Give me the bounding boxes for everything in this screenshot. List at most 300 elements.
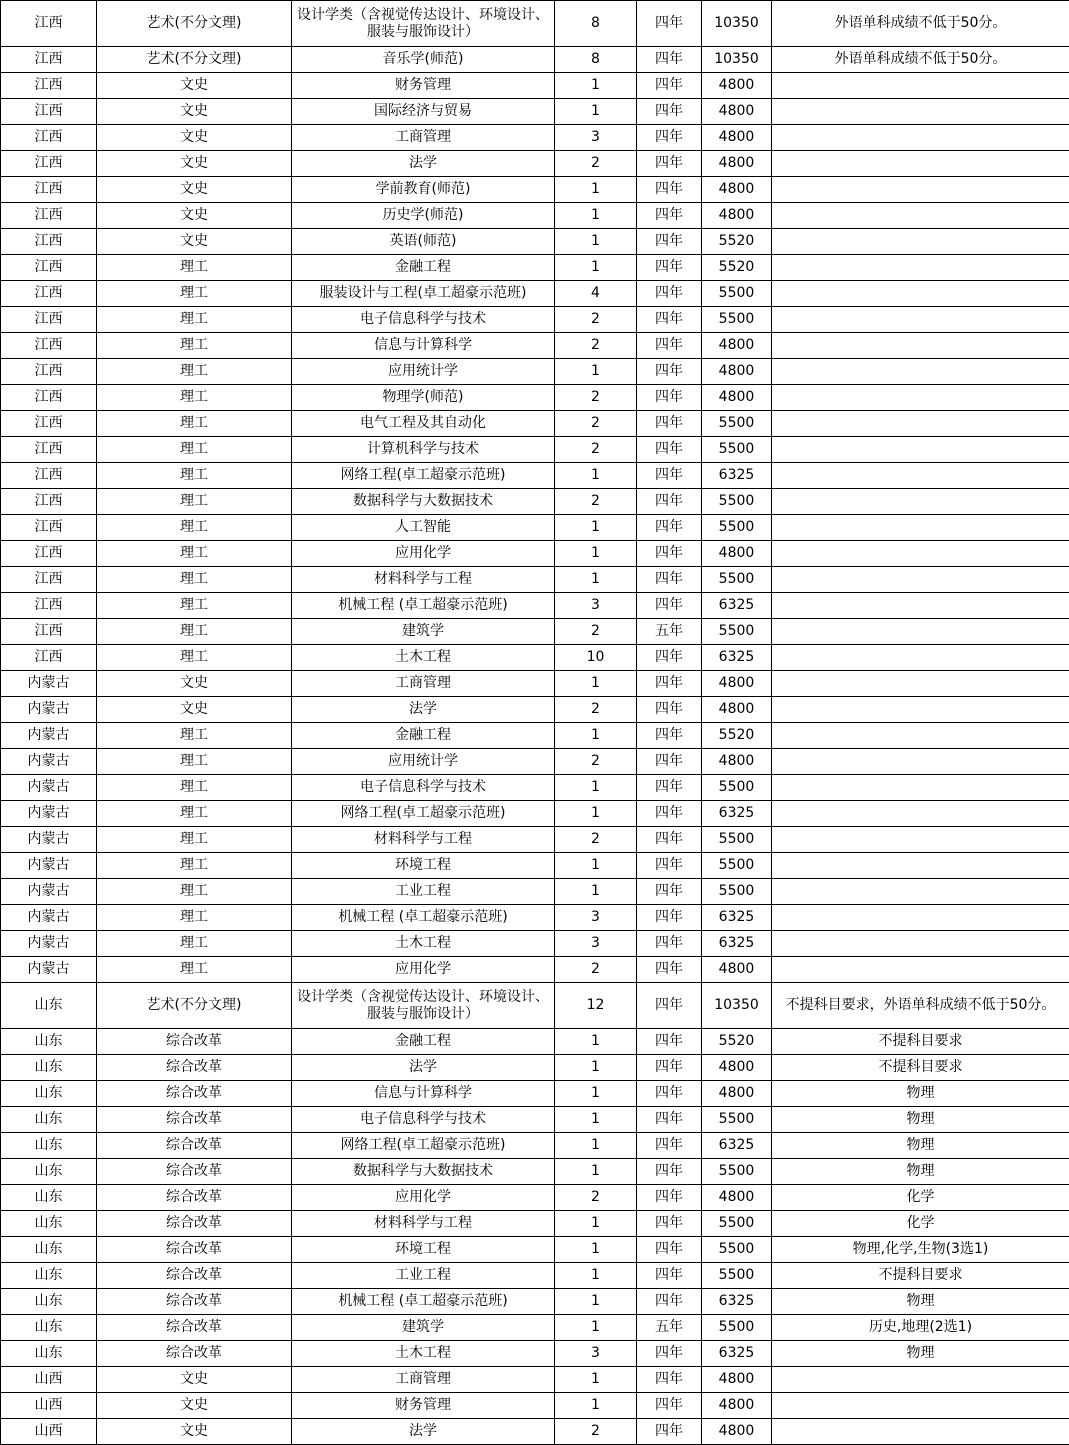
note-cell: [772, 1393, 1069, 1419]
province-cell: 山西: [1, 1367, 97, 1393]
category-cell: 文史: [97, 99, 292, 125]
category-cell: 理工: [97, 567, 292, 593]
table-row: [1, 1315, 1069, 1341]
plan-count-cell: 2: [555, 697, 637, 723]
duration-cell: 四年: [637, 1055, 702, 1081]
duration-cell: 四年: [637, 593, 702, 619]
plan-count-cell: 2: [555, 411, 637, 437]
tuition-cell: 6325: [702, 463, 772, 489]
duration-cell: 四年: [637, 1029, 702, 1055]
plan-count-cell: 1: [555, 1315, 637, 1341]
plan-count-cell: 2: [555, 957, 637, 983]
table-row: [1, 1081, 1069, 1107]
major-cell: 学前教育(师范): [292, 177, 555, 203]
note-cell: [772, 957, 1069, 983]
major-cell: 设计学类（含视觉传达设计、环境设计、服装与服饰设计）: [292, 1, 555, 47]
province-cell: 山东: [1, 1055, 97, 1081]
note-cell: 外语单科成绩不低于50分。: [772, 47, 1069, 73]
major-cell: 应用统计学: [292, 359, 555, 385]
table-row: [1, 1, 1069, 47]
tuition-cell: 5500: [702, 489, 772, 515]
duration-cell: 四年: [637, 515, 702, 541]
note-cell: [772, 203, 1069, 229]
major-cell: 信息与计算科学: [292, 333, 555, 359]
duration-cell: 四年: [637, 567, 702, 593]
duration-cell: 四年: [637, 1133, 702, 1159]
tuition-cell: 5500: [702, 515, 772, 541]
table-row: [1, 151, 1069, 177]
category-cell: 文史: [97, 671, 292, 697]
table-row: [1, 905, 1069, 931]
category-cell: 理工: [97, 905, 292, 931]
duration-cell: 四年: [637, 645, 702, 671]
duration-cell: 四年: [637, 853, 702, 879]
note-cell: [772, 619, 1069, 645]
major-cell: 电子信息科学与技术: [292, 1107, 555, 1133]
note-cell: [772, 437, 1069, 463]
table-row: [1, 645, 1069, 671]
category-cell: 综合改革: [97, 1133, 292, 1159]
major-cell: 土木工程: [292, 931, 555, 957]
table-row: [1, 99, 1069, 125]
tuition-cell: 10350: [702, 47, 772, 73]
tuition-cell: 4800: [702, 697, 772, 723]
plan-count-cell: 3: [555, 593, 637, 619]
tuition-cell: 5500: [702, 827, 772, 853]
table-row: [1, 385, 1069, 411]
duration-cell: 四年: [637, 99, 702, 125]
province-cell: 山东: [1, 1107, 97, 1133]
major-cell: 计算机科学与技术: [292, 437, 555, 463]
note-cell: 物理: [772, 1289, 1069, 1315]
table-row: [1, 775, 1069, 801]
category-cell: 理工: [97, 931, 292, 957]
duration-cell: 四年: [637, 437, 702, 463]
major-cell: 土木工程: [292, 1341, 555, 1367]
plan-count-cell: 1: [555, 879, 637, 905]
category-cell: 综合改革: [97, 1263, 292, 1289]
table-row: [1, 125, 1069, 151]
category-cell: 文史: [97, 73, 292, 99]
plan-count-cell: 1: [555, 73, 637, 99]
major-cell: 网络工程(卓工超豪示范班): [292, 1133, 555, 1159]
duration-cell: 四年: [637, 671, 702, 697]
category-cell: 理工: [97, 411, 292, 437]
plan-count-cell: 1: [555, 1211, 637, 1237]
note-cell: [772, 385, 1069, 411]
tuition-cell: 6325: [702, 905, 772, 931]
note-cell: 化学: [772, 1211, 1069, 1237]
note-cell: [772, 1419, 1069, 1445]
table-row: [1, 333, 1069, 359]
tuition-cell: 4800: [702, 1185, 772, 1211]
plan-count-cell: 3: [555, 1341, 637, 1367]
category-cell: 文史: [97, 229, 292, 255]
note-cell: 不提科目要求: [772, 1263, 1069, 1289]
plan-count-cell: 2: [555, 437, 637, 463]
category-cell: 理工: [97, 645, 292, 671]
plan-count-cell: 2: [555, 1419, 637, 1445]
table-row: [1, 801, 1069, 827]
duration-cell: 四年: [637, 1419, 702, 1445]
tuition-cell: 5500: [702, 775, 772, 801]
duration-cell: 四年: [637, 1211, 702, 1237]
tuition-cell: 5520: [702, 255, 772, 281]
duration-cell: 四年: [637, 723, 702, 749]
province-cell: 江西: [1, 541, 97, 567]
table-row: [1, 489, 1069, 515]
province-cell: 内蒙古: [1, 697, 97, 723]
major-cell: 法学: [292, 1055, 555, 1081]
major-cell: 金融工程: [292, 723, 555, 749]
plan-count-cell: 2: [555, 619, 637, 645]
category-cell: 综合改革: [97, 1029, 292, 1055]
category-cell: 综合改革: [97, 1211, 292, 1237]
table-row: [1, 437, 1069, 463]
table-row: [1, 255, 1069, 281]
category-cell: 文史: [97, 177, 292, 203]
note-cell: [772, 229, 1069, 255]
duration-cell: 四年: [637, 307, 702, 333]
plan-count-cell: 4: [555, 281, 637, 307]
note-cell: [772, 593, 1069, 619]
note-cell: [772, 775, 1069, 801]
plan-count-cell: 1: [555, 515, 637, 541]
duration-cell: 四年: [637, 1341, 702, 1367]
province-cell: 山东: [1, 983, 97, 1029]
tuition-cell: 4800: [702, 203, 772, 229]
major-cell: 应用统计学: [292, 749, 555, 775]
note-cell: [772, 567, 1069, 593]
table-body: [1, 1, 1069, 1445]
category-cell: 文史: [97, 697, 292, 723]
note-cell: [772, 177, 1069, 203]
duration-cell: 四年: [637, 697, 702, 723]
tuition-cell: 6325: [702, 645, 772, 671]
note-cell: [772, 827, 1069, 853]
duration-cell: 四年: [637, 775, 702, 801]
category-cell: 文史: [97, 151, 292, 177]
category-cell: 理工: [97, 307, 292, 333]
province-cell: 内蒙古: [1, 879, 97, 905]
major-cell: 机械工程 (卓工超豪示范班): [292, 593, 555, 619]
category-cell: 理工: [97, 619, 292, 645]
plan-count-cell: 3: [555, 905, 637, 931]
category-cell: 理工: [97, 255, 292, 281]
duration-cell: 五年: [637, 1315, 702, 1341]
plan-count-cell: 2: [555, 307, 637, 333]
major-cell: 工商管理: [292, 671, 555, 697]
category-cell: 理工: [97, 853, 292, 879]
tuition-cell: 4800: [702, 1055, 772, 1081]
plan-count-cell: 1: [555, 359, 637, 385]
major-cell: 电子信息科学与技术: [292, 307, 555, 333]
major-cell: 物理学(师范): [292, 385, 555, 411]
category-cell: 理工: [97, 827, 292, 853]
tuition-cell: 6325: [702, 801, 772, 827]
major-cell: 财务管理: [292, 73, 555, 99]
category-cell: 综合改革: [97, 1315, 292, 1341]
duration-cell: 五年: [637, 619, 702, 645]
major-cell: 机械工程 (卓工超豪示范班): [292, 905, 555, 931]
note-cell: 历史,地理(2选1): [772, 1315, 1069, 1341]
duration-cell: 四年: [637, 463, 702, 489]
table-row: [1, 1107, 1069, 1133]
province-cell: 江西: [1, 333, 97, 359]
plan-count-cell: 2: [555, 151, 637, 177]
duration-cell: 四年: [637, 359, 702, 385]
major-cell: 服装设计与工程(卓工超豪示范班): [292, 281, 555, 307]
major-cell: 建筑学: [292, 1315, 555, 1341]
note-cell: 物理: [772, 1081, 1069, 1107]
province-cell: 江西: [1, 411, 97, 437]
note-cell: [772, 411, 1069, 437]
note-cell: 物理: [772, 1341, 1069, 1367]
major-cell: 人工智能: [292, 515, 555, 541]
table-row: [1, 1029, 1069, 1055]
province-cell: 江西: [1, 1, 97, 47]
major-cell: 材料科学与工程: [292, 1211, 555, 1237]
tuition-cell: 5500: [702, 1263, 772, 1289]
province-cell: 江西: [1, 307, 97, 333]
category-cell: 综合改革: [97, 1159, 292, 1185]
plan-count-cell: 1: [555, 1367, 637, 1393]
table-row: [1, 723, 1069, 749]
duration-cell: 四年: [637, 411, 702, 437]
category-cell: 文史: [97, 125, 292, 151]
duration-cell: 四年: [637, 1107, 702, 1133]
plan-count-cell: 1: [555, 1081, 637, 1107]
table-row: [1, 359, 1069, 385]
tuition-cell: 4800: [702, 125, 772, 151]
category-cell: 理工: [97, 801, 292, 827]
category-cell: 综合改革: [97, 1341, 292, 1367]
province-cell: 内蒙古: [1, 957, 97, 983]
duration-cell: 四年: [637, 177, 702, 203]
plan-count-cell: 2: [555, 827, 637, 853]
category-cell: 艺术(不分文理): [97, 983, 292, 1029]
tuition-cell: 10350: [702, 983, 772, 1029]
table-row: [1, 1341, 1069, 1367]
note-cell: [772, 1367, 1069, 1393]
table-row: [1, 1289, 1069, 1315]
table-row: [1, 671, 1069, 697]
category-cell: 文史: [97, 1393, 292, 1419]
tuition-cell: 4800: [702, 1393, 772, 1419]
province-cell: 内蒙古: [1, 801, 97, 827]
province-cell: 江西: [1, 593, 97, 619]
category-cell: 理工: [97, 437, 292, 463]
duration-cell: 四年: [637, 281, 702, 307]
table-row: [1, 1055, 1069, 1081]
note-cell: [772, 125, 1069, 151]
tuition-cell: 6325: [702, 1133, 772, 1159]
province-cell: 江西: [1, 203, 97, 229]
note-cell: [772, 281, 1069, 307]
plan-count-cell: 1: [555, 567, 637, 593]
table-row: [1, 463, 1069, 489]
plan-count-cell: 1: [555, 1289, 637, 1315]
major-cell: 设计学类（含视觉传达设计、环境设计、服装与服饰设计）: [292, 983, 555, 1029]
major-cell: 土木工程: [292, 645, 555, 671]
table-row: [1, 827, 1069, 853]
major-cell: 历史学(师范): [292, 203, 555, 229]
province-cell: 江西: [1, 229, 97, 255]
note-cell: [772, 723, 1069, 749]
duration-cell: 四年: [637, 333, 702, 359]
major-cell: 电气工程及其自动化: [292, 411, 555, 437]
plan-count-cell: 2: [555, 749, 637, 775]
province-cell: 江西: [1, 281, 97, 307]
duration-cell: 四年: [637, 1237, 702, 1263]
duration-cell: 四年: [637, 827, 702, 853]
tuition-cell: 4800: [702, 957, 772, 983]
tuition-cell: 4800: [702, 359, 772, 385]
duration-cell: 四年: [637, 957, 702, 983]
province-cell: 江西: [1, 177, 97, 203]
province-cell: 山西: [1, 1393, 97, 1419]
duration-cell: 四年: [637, 125, 702, 151]
duration-cell: 四年: [637, 229, 702, 255]
tuition-cell: 4800: [702, 151, 772, 177]
category-cell: 文史: [97, 1419, 292, 1445]
table-row: [1, 1393, 1069, 1419]
note-cell: 物理: [772, 1107, 1069, 1133]
tuition-cell: 4800: [702, 1367, 772, 1393]
province-cell: 山东: [1, 1263, 97, 1289]
table-row: [1, 1159, 1069, 1185]
major-cell: 数据科学与大数据技术: [292, 489, 555, 515]
duration-cell: 四年: [637, 541, 702, 567]
major-cell: 工商管理: [292, 125, 555, 151]
tuition-cell: 5500: [702, 1315, 772, 1341]
major-cell: 音乐学(师范): [292, 47, 555, 73]
major-cell: 应用化学: [292, 1185, 555, 1211]
major-cell: 工商管理: [292, 1367, 555, 1393]
category-cell: 综合改革: [97, 1237, 292, 1263]
province-cell: 江西: [1, 489, 97, 515]
province-cell: 山东: [1, 1341, 97, 1367]
plan-count-cell: 1: [555, 229, 637, 255]
plan-count-cell: 1: [555, 255, 637, 281]
note-cell: [772, 333, 1069, 359]
province-cell: 内蒙古: [1, 671, 97, 697]
tuition-cell: 4800: [702, 385, 772, 411]
table-row: [1, 1367, 1069, 1393]
duration-cell: 四年: [637, 801, 702, 827]
category-cell: 理工: [97, 541, 292, 567]
duration-cell: 四年: [637, 255, 702, 281]
category-cell: 理工: [97, 359, 292, 385]
category-cell: 理工: [97, 333, 292, 359]
province-cell: 内蒙古: [1, 749, 97, 775]
note-cell: [772, 99, 1069, 125]
plan-count-cell: 1: [555, 463, 637, 489]
table-row: [1, 177, 1069, 203]
table-row: [1, 307, 1069, 333]
province-cell: 山东: [1, 1237, 97, 1263]
tuition-cell: 5500: [702, 1237, 772, 1263]
plan-count-cell: 3: [555, 931, 637, 957]
province-cell: 江西: [1, 47, 97, 73]
major-cell: 环境工程: [292, 853, 555, 879]
province-cell: 江西: [1, 619, 97, 645]
plan-count-cell: 8: [555, 47, 637, 73]
tuition-cell: 4800: [702, 671, 772, 697]
major-cell: 金融工程: [292, 1029, 555, 1055]
tuition-cell: 6325: [702, 931, 772, 957]
table-row: [1, 1211, 1069, 1237]
category-cell: 理工: [97, 385, 292, 411]
table-row: [1, 879, 1069, 905]
province-cell: 内蒙古: [1, 905, 97, 931]
plan-count-cell: 2: [555, 489, 637, 515]
plan-count-cell: 1: [555, 1029, 637, 1055]
tuition-cell: 6325: [702, 1289, 772, 1315]
plan-count-cell: 1: [555, 1055, 637, 1081]
duration-cell: 四年: [637, 1185, 702, 1211]
tuition-cell: 5520: [702, 723, 772, 749]
note-cell: [772, 931, 1069, 957]
major-cell: 工业工程: [292, 1263, 555, 1289]
province-cell: 山东: [1, 1081, 97, 1107]
province-cell: 江西: [1, 385, 97, 411]
category-cell: 文史: [97, 203, 292, 229]
major-cell: 环境工程: [292, 1237, 555, 1263]
category-cell: 综合改革: [97, 1289, 292, 1315]
province-cell: 山东: [1, 1185, 97, 1211]
major-cell: 信息与计算科学: [292, 1081, 555, 1107]
note-cell: [772, 853, 1069, 879]
major-cell: 英语(师范): [292, 229, 555, 255]
province-cell: 山东: [1, 1211, 97, 1237]
province-cell: 江西: [1, 99, 97, 125]
tuition-cell: 4800: [702, 73, 772, 99]
plan-count-cell: 1: [555, 1263, 637, 1289]
plan-count-cell: 12: [555, 983, 637, 1029]
table-row: [1, 697, 1069, 723]
table-row: [1, 203, 1069, 229]
note-cell: [772, 905, 1069, 931]
category-cell: 理工: [97, 957, 292, 983]
major-cell: 电子信息科学与技术: [292, 775, 555, 801]
table-row: [1, 281, 1069, 307]
duration-cell: 四年: [637, 905, 702, 931]
province-cell: 江西: [1, 567, 97, 593]
category-cell: 艺术(不分文理): [97, 1, 292, 47]
tuition-cell: 5500: [702, 879, 772, 905]
category-cell: 综合改革: [97, 1185, 292, 1211]
note-cell: [772, 671, 1069, 697]
note-cell: [772, 463, 1069, 489]
note-cell: 不提科目要求，外语单科成绩不低于50分。: [772, 983, 1069, 1029]
province-cell: 江西: [1, 645, 97, 671]
table-row: [1, 1237, 1069, 1263]
category-cell: 理工: [97, 879, 292, 905]
major-cell: 建筑学: [292, 619, 555, 645]
table-row: [1, 47, 1069, 73]
table-row: [1, 1263, 1069, 1289]
major-cell: 工业工程: [292, 879, 555, 905]
note-cell: 物理: [772, 1159, 1069, 1185]
category-cell: 综合改革: [97, 1055, 292, 1081]
plan-count-cell: 1: [555, 1237, 637, 1263]
tuition-cell: 4800: [702, 1419, 772, 1445]
plan-count-cell: 2: [555, 1185, 637, 1211]
note-cell: [772, 879, 1069, 905]
province-cell: 江西: [1, 463, 97, 489]
note-cell: 物理: [772, 1133, 1069, 1159]
